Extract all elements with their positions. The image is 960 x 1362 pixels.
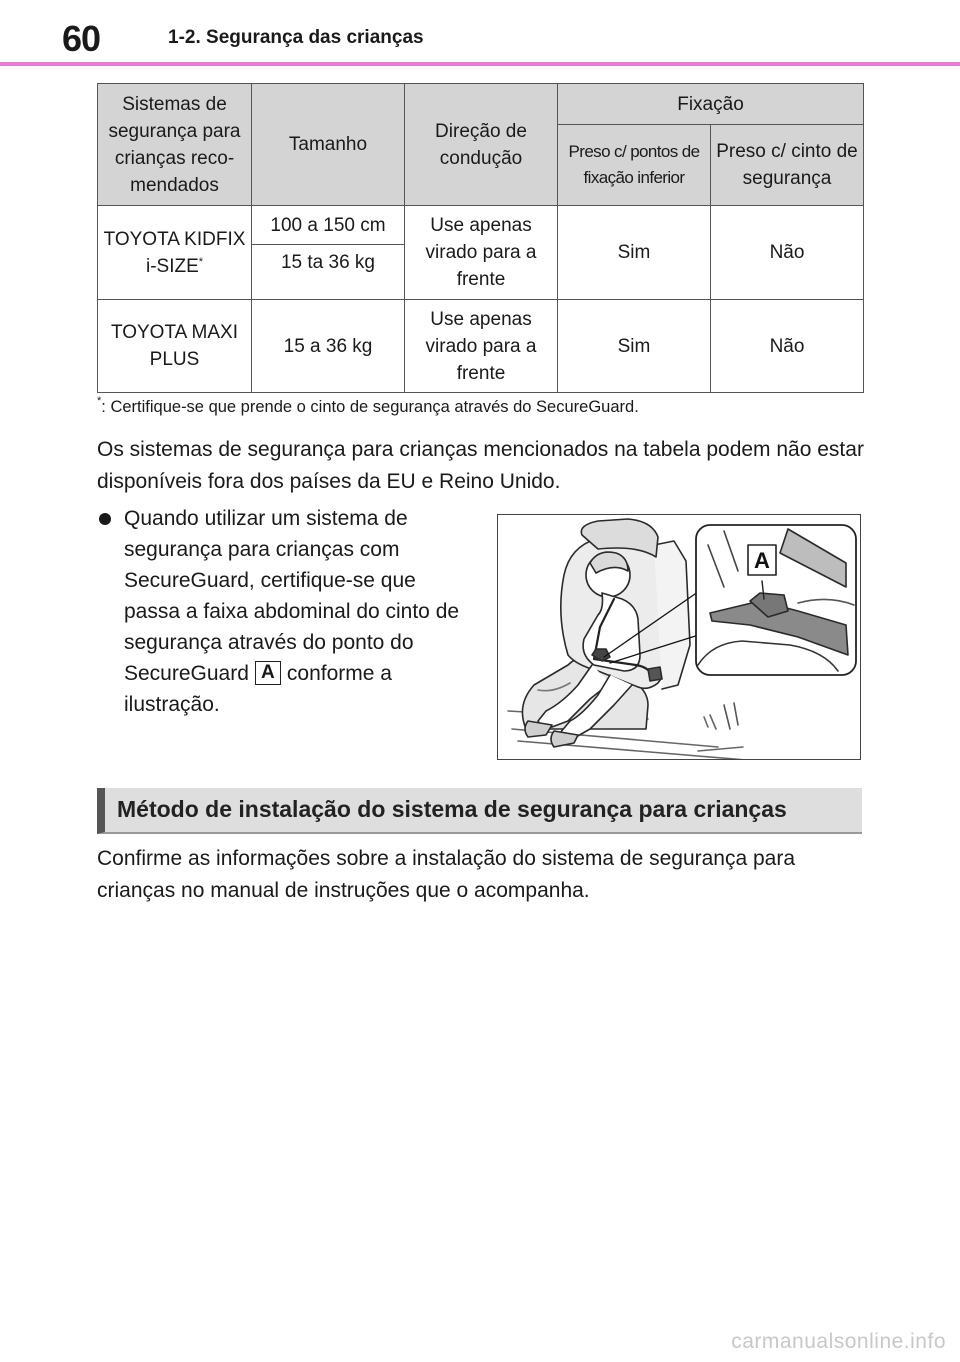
bullet-text-before: Quando utilizar um sistema de segurança para crianças com SecureGuard, certifique-se que passa a faixa abdominal do cinto de segurança através do ponto do SecureGuard [124,507,460,685]
row1-system [98,206,252,300]
site-watermark: carmanualsonline.info [731,1330,946,1353]
availability-paragraph: Os sistemas de segurança para crianças mencionados na tabela podem não estar disponíveis fora dos países da EU e Reino Unido. [97,438,864,493]
table-footnote [97,395,639,417]
child-seat-secureguard-illustration-icon [498,515,861,760]
row2-system: TOYOTA MAXI PLUS [98,300,252,393]
row2-size: 15 a 36 kg [252,300,405,393]
bullet-dot-icon [99,513,111,525]
footnote-mark: * [97,395,102,407]
marker-a-box: A [255,661,281,685]
secureguard-bullet [99,503,469,720]
row1-seat-belt: Não [711,206,864,300]
section-title: 1-2. Segurança das crianças [168,27,424,48]
row2-direction: Use apenas virado para a frente [405,300,558,393]
row1-system-name: TOYOTA KIDFIX i-SIZE [103,228,246,277]
row2-lower-anchor: Sim [558,300,711,393]
bullet-text [99,503,469,720]
compatibility-table [97,83,864,393]
header-rule [0,62,960,66]
row1-lower-anchor: Sim [558,206,711,300]
installation-heading-bar [97,788,862,834]
row1-size-height: 100 a 150 cm [252,206,405,245]
page-number: 60 [62,18,101,59]
row1-footnote-mark: * [198,255,204,268]
installation-paragraph: Confirme as informações sobre a instalação do sistema de segurança para crianças no manual de instruções que o acompanha. [97,847,796,902]
secureguard-illustration [497,514,861,760]
footnote-text: : Certifique-se que prende o cinto de segurança através do SecureGuard. [101,398,639,416]
header-seat-belt: Preso c/ cinto de segurança [711,125,864,206]
row1-direction: Use apenas virado para a frente [405,206,558,300]
row2-seat-belt: Não [711,300,864,393]
bullet-text-after: conforme a ilustração. [124,662,392,716]
header-system: Sistemas de segurança para crianças reco-mendados [98,84,252,206]
row1-size-weight: 15 ta 36 kg [252,245,405,300]
header-lower-anchor: Preso c/ pontos de fixação inferior [558,125,711,206]
installation-heading: Método de instalação do sistema de segurança para crianças [117,796,787,822]
header-fixation: Fixação [558,84,864,125]
illustration-callout-label: A [754,548,770,573]
page-header [0,0,960,70]
header-direction: Direção de condução [405,84,558,206]
header-size: Tamanho [252,84,405,206]
